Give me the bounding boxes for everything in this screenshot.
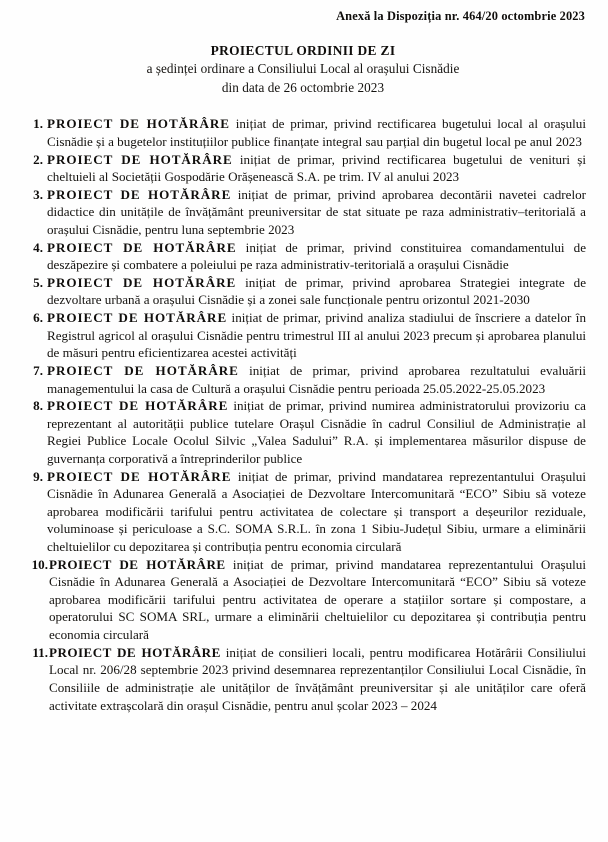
agenda-item <box>20 468 586 556</box>
agenda-item-text: inițiat de primar, privind mandatarea reprezentantului Orașului Cisnădie în Adunarea Generală a Asociației de Dezvoltare Intercomunitară “ECO” Sibiu să voteze aprobarea modificării tarifului pentru activitatea de colectare și transport a deșeurilor reziduale, voluminoase și periculoase a S.C. SOMA S.R.L. în zona 1 Sibiu-Județul Sibiu, urmare a eliminării cheltuielilor cu depozitarea și contribuția pentru economia circulară <box>47 468 586 555</box>
agenda-item-number: 11. <box>32 644 48 660</box>
agenda-item-body <box>43 274 586 309</box>
agenda-item-prefix: PROIECT DE HOTĂRÂRE <box>47 468 232 484</box>
agenda-item-body <box>43 397 586 467</box>
agenda-item-text: inițiat de consilieri locali, pentru modificarea Hotărârii Consiliului Local nr. 206/28 septembrie 2023 privind desemnarea reprezentanților Consiliului Local Cisnădie, în Consiliile de administrație ale unităților de învățământ preuniversitar și ale unităților care oferă activitate extrașcolară din orașul Cisnădie, pentru anul școlar 2023 – 2024 <box>49 644 586 713</box>
agenda-item-text: inițiat de primar, privind aprobarea decontării navetei cadrelor didactice din unitățile de învățământ preuniversitar de stat situate pe raza administrativ–teritorială a orașului Cisnădie, pentru luna septembrie 2023 <box>47 186 586 238</box>
agenda-item-number: 6. <box>33 310 43 326</box>
page-title: PROIECTUL ORDINII DE ZI <box>210 42 396 58</box>
agenda-item-prefix: PROIECT DE HOTĂRÂRE <box>47 362 239 378</box>
agenda-item-body <box>48 556 586 644</box>
agenda-item <box>20 309 586 362</box>
agenda-item-number: 9. <box>33 468 43 484</box>
agenda-item-body <box>43 362 586 397</box>
agenda-item <box>20 239 586 274</box>
agenda-item-prefix: PROIECT DE HOTĂRÂRE <box>47 239 237 255</box>
agenda-item-number: 5. <box>33 274 43 290</box>
document-title-block <box>20 42 586 98</box>
agenda-item <box>20 186 586 239</box>
agenda-item-prefix: PROIECT DE HOTĂRÂRE <box>47 274 237 290</box>
agenda-item-body <box>43 151 586 186</box>
agenda-item-prefix: PROIECT DE HOTĂRÂRE <box>47 398 229 414</box>
agenda-list <box>20 115 586 714</box>
agenda-item <box>20 115 586 150</box>
agenda-item <box>20 556 586 644</box>
agenda-item-body <box>43 309 586 362</box>
document-reference: Anexă la Dispoziția nr. 464/20 octombrie 2023 <box>336 9 585 23</box>
agenda-item-number: 4. <box>33 239 43 255</box>
agenda-item <box>20 151 586 186</box>
agenda-item-text: inițiat de primar, privind aprobarea Strategiei integrate de dezvoltare urbană a orașului Cisnădie și a zonei sale funcționale pentru orizontul 2021-2030 <box>47 274 587 308</box>
meeting-date: din data de 26 octombrie 2023 <box>221 79 385 95</box>
agenda-item-body <box>43 468 586 556</box>
agenda-item <box>20 274 586 309</box>
agenda-item-text: inițiat de primar, privind numirea administratorului provizoriu ca reprezentant al autorității publice tutelare Orașul Cisnădie în cadrul Consiliul de Administrație al Regiei Publice Locale Ocolul Silvic „Valea Sadului” R.A. și implementarea măsurilor dispuse de guvernanța corporativă a întreprinderilor publice <box>47 398 586 466</box>
agenda-item-text: inițiat de primar, privind mandatarea reprezentantului Orașului Cisnădie în Adunarea Generală a Asociației de Dezvoltare Intercomunitară “ECO” Sibiu să voteze aprobarea modificării tarifului pentru activitatea de operare a stațiilor sortare și compostare, a operatorului SC SOMA SRL, urmare a eliminării cheltuielilor cu depozitarea și contribuția pentru economia circulară <box>49 556 586 643</box>
agenda-item-number: 10. <box>31 556 48 572</box>
agenda-item-number: 2. <box>33 151 43 167</box>
agenda-item-prefix: PROIECT DE HOTĂRÂRE <box>47 186 232 202</box>
agenda-item-body <box>43 239 586 274</box>
agenda-item-text: inițiat de primar, privind rectificarea bugetului local al orașului Cisnădie și a bugetelor instituțiilor publice finanțate integral sau parțial din bugetul local pe anul 2023 <box>47 116 586 149</box>
agenda-item <box>20 644 586 714</box>
agenda-item-body <box>43 186 586 239</box>
agenda-item-text: inițiat de primar, privind constituirea comandamentului de deszăpezire și combatere a poleiului pe raza administrativ-teritorială a orașului Cisnădie <box>47 239 587 273</box>
agenda-item-body <box>48 644 586 714</box>
agenda-item-number: 7. <box>33 362 43 378</box>
agenda-item-number: 8. <box>33 398 43 414</box>
agenda-item-text: inițiat de primar, privind analiza stadiului de înscriere a datelor în Registrul agricol al orașului Cisnădie pentru trimestrul III al anului 2023 precum și aprobarea planului de măsuri pentru eficientizarea acestei activități <box>47 310 586 361</box>
agenda-item <box>20 397 586 467</box>
agenda-item <box>20 362 586 397</box>
agenda-item-prefix: PROIECT DE HOTĂRÂRE <box>49 556 226 572</box>
agenda-item-prefix: PROIECT DE HOTĂRÂRE <box>47 151 233 167</box>
agenda-item-text: inițiat de primar, privind aprobarea rezultatului evaluării managementului la casa de Cultură a orașului Cisnădie pentru perioada 25.05.2022-25.05.2023 <box>47 362 586 396</box>
agenda-item-body <box>43 115 586 150</box>
page-subtitle: a ședinței ordinare a Consiliului Local al orașului Cisnădie <box>146 60 460 76</box>
agenda-item-number: 3. <box>33 186 43 202</box>
agenda-item-prefix: PROIECT DE HOTĂRÂRE <box>49 644 221 660</box>
agenda-item-prefix: PROIECT DE HOTĂRÂRE <box>47 116 230 132</box>
agenda-item-text: inițiat de primar, privind rectificarea bugetului de venituri și cheltuieli al Societății Gospodărie Orășenească S.A. pe trim. IV al anului 2023 <box>47 151 586 185</box>
agenda-item-prefix: PROIECT DE HOTĂRÂRE <box>47 310 228 326</box>
agenda-item-number: 1. <box>33 116 43 132</box>
